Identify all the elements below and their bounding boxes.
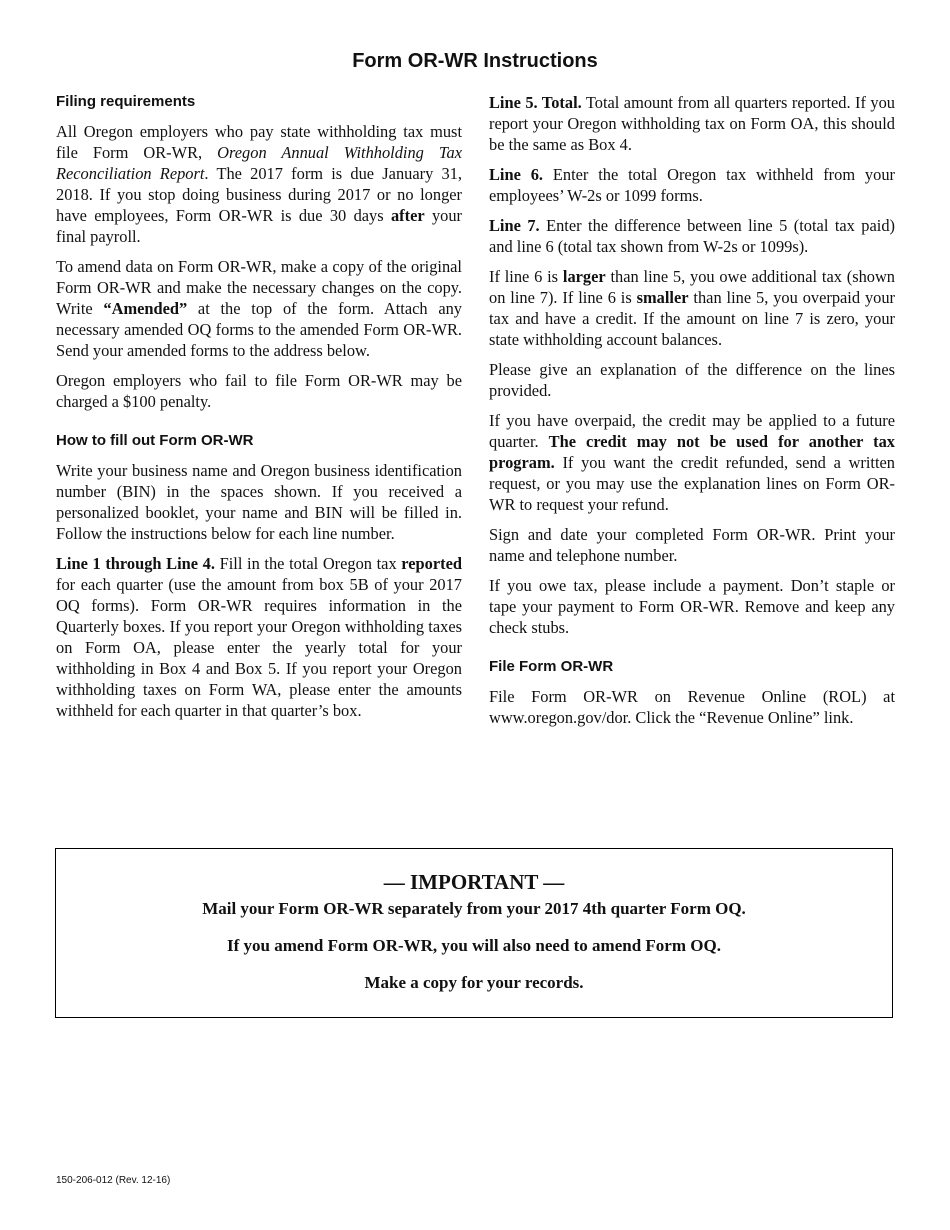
how-to-heading: How to fill out Form OR-WR	[56, 432, 254, 449]
page-title: Form OR-WR Instructions	[352, 50, 598, 72]
explanation-paragraph: Please give an explanation of the difference on the lines provided.	[489, 360, 895, 400]
important-heading: — IMPORTANT —	[383, 870, 565, 894]
difference-paragraph: If line 6 is larger than line 5, you owe additional tax (shown on line 7). If line 6 is smaller than line 5, you overpaid your tax and have a credit. If the amount on line 7 is zero, your state withholding account balances.	[489, 267, 895, 349]
filing-paragraph-2: To amend data on Form OR-WR, make a copy of the original Form OR-WR and make the necessary changes on the copy. Write “Amended” at the top of the form. Attach any necessary amended OQ forms to the amended Form OR-WR. Send your amended forms to the address below.	[56, 257, 462, 360]
sign-paragraph: Sign and date your completed Form OR-WR. Print your name and telephone number.	[489, 525, 895, 565]
important-box	[55, 848, 893, 1018]
filing-paragraph-3: Oregon employers who fail to file Form OR-WR may be charged a $100 penalty.	[56, 371, 462, 411]
form-revision-footer: 150-206-012 (Rev. 12-16)	[56, 1175, 171, 1186]
line-6-paragraph: Line 6. Enter the total Oregon tax withheld from your employees’ W-2s or 1099 forms.	[489, 165, 895, 205]
left-column	[56, 92, 462, 730]
payment-paragraph: If you owe tax, please include a payment. Don’t staple or tape your payment to Form OR-WR. Remove and keep any check stubs.	[489, 576, 895, 637]
line-7-paragraph: Line 7. Enter the difference between line 5 (total tax paid) and line 6 (total tax shown from W-2s or 1099s).	[489, 216, 895, 256]
important-line-amend: If you amend Form OR-WR, you will also need to amend Form OQ.	[227, 936, 721, 955]
file-form-heading: File Form OR-WR	[489, 658, 614, 675]
right-column	[489, 92, 895, 737]
filing-paragraph-1: All Oregon employers who pay state withholding tax must file Form OR-WR, Oregon Annual Withholding Tax Reconciliation Report. The 2017 form is due January 31, 2018. If you stop doing business during 2017 or no longer have employees, Form OR-WR is due 30 days after your final payroll.	[56, 122, 462, 246]
important-line-copy: Make a copy for your records.	[364, 973, 584, 992]
line-5-paragraph: Line 5. Total. Total amount from all quarters reported. If you report your Oregon withholding tax on Form OA, this should be the same as Box 4.	[489, 93, 895, 154]
filing-requirements-heading: Filing requirements	[56, 93, 196, 110]
important-line-mail: Mail your Form OR-WR separately from your 2017 4th quarter Form OQ.	[202, 899, 746, 918]
how-to-paragraph-1: Write your business name and Oregon business identification number (BIN) in the spaces shown. If you received a personalized booklet, your name and BIN will be filled in. Follow the instructions below for each line number.	[56, 461, 462, 543]
overpaid-paragraph: If you have overpaid, the credit may be applied to a future quarter. The credit may not be used for another tax program. If you want the credit refunded, send a written request, or you may use the explanation lines on Form OR-WR to request your refund.	[489, 411, 896, 514]
file-form-paragraph: File Form OR-WR on Revenue Online (ROL) at www.oregon.gov/dor. Click the “Revenue Online” link.	[489, 687, 895, 727]
line-1-4-paragraph: Line 1 through Line 4. Fill in the total Oregon tax reported for each quarter (use the amount from box 5B of your 2017 OQ forms). Form OR-WR requires information in the Quarterly boxes. If you report your Oregon withholding taxes on Form OA, please enter the yearly total for your withholding in Box 4 and Box 5. If you report your Oregon withholding taxes on Form WA, please enter the amounts withheld for each quarter in that quarter’s box.	[56, 554, 462, 720]
